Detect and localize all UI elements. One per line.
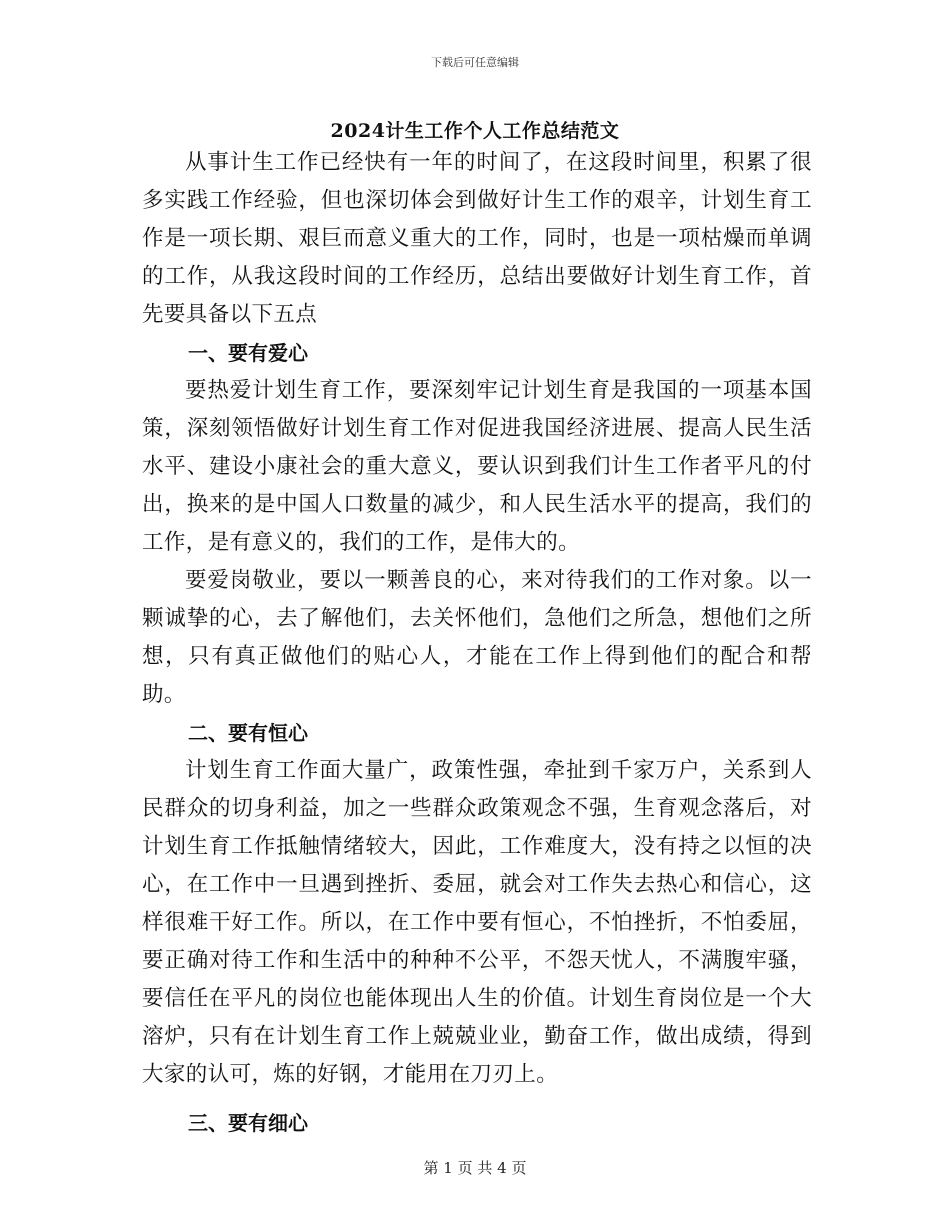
intro-paragraph: 从事计生工作已经快有一年的时间了，在这段时间里，积累了很多实践工作经验，但也深切体会到做好计生工作的艰辛，计划生育工作是一项长期、艰巨而意义重大的工作，同时，也是一项枯燥而单调的工作，从我这段时间的工作经历，总结出要做好计划生育工作，首先要具备以下五点 xyxy=(142,150,812,327)
section-love-paragraph-2: 要爱岗敬业，要以一颗善良的心，来对待我们的工作对象。以一颗诚挚的心，去了解他们，去关怀他们，急他们之所急，想他们之所想，只有真正做他们的贴心人，才能在工作上得到他们的配合和帮助。 xyxy=(142,568,812,707)
section-heading-carefulness: 三、要有细心 xyxy=(188,1111,308,1135)
section-heading-love: 一、要有爱心 xyxy=(188,341,308,365)
section-love-paragraph-1: 要热爱计划生育工作，要深刻牢记计划生育是我国的一项基本国策，深刻领悟做好计划生育工作对促进我国经济进展、提高人民生活水平、建设小康社会的重大意义，要认识到我们计生工作者平凡的付出，换来的是中国人口数量的减少，和人民生活水平的提高，我们的工作，是有意义的，我们的工作，是伟大的。 xyxy=(142,378,812,555)
document-body xyxy=(142,144,812,1142)
section-perseverance-paragraph-1: 计划生育工作面大量广，政策性强，牵扯到千家万户，关系到人民群众的切身利益，加之一些群众政策观念不强，生育观念落后，对计划生育工作抵触情绪较大，因此，工作难度大，没有持之以恒的决心，在工作中一旦遇到挫折、委屈，就会对工作失去热心和信心，这样很难干好工作。所以，在工作中要有恒心，不怕挫折，不怕委屈，要正确对待工作和生活中的种种不公平，不怨天忧人，不满腹牢骚，要信任在平凡的岗位也能体现出人生的价值。计划生育岗位是一个大溶炉，只有在计划生育工作上兢兢业业，勤奋工作，做出成绩，得到大家的认可，炼的好钢，才能用在刀刃上。 xyxy=(142,758,812,1087)
section-heading-perseverance: 二、要有恒心 xyxy=(188,721,308,745)
document-title: 2024计生工作个人工作总结范文 xyxy=(330,120,620,142)
page-number-footer: 第 1 页 共 4 页 xyxy=(423,1159,527,1177)
page-header-note: 下载后可任意编辑 xyxy=(431,56,519,69)
